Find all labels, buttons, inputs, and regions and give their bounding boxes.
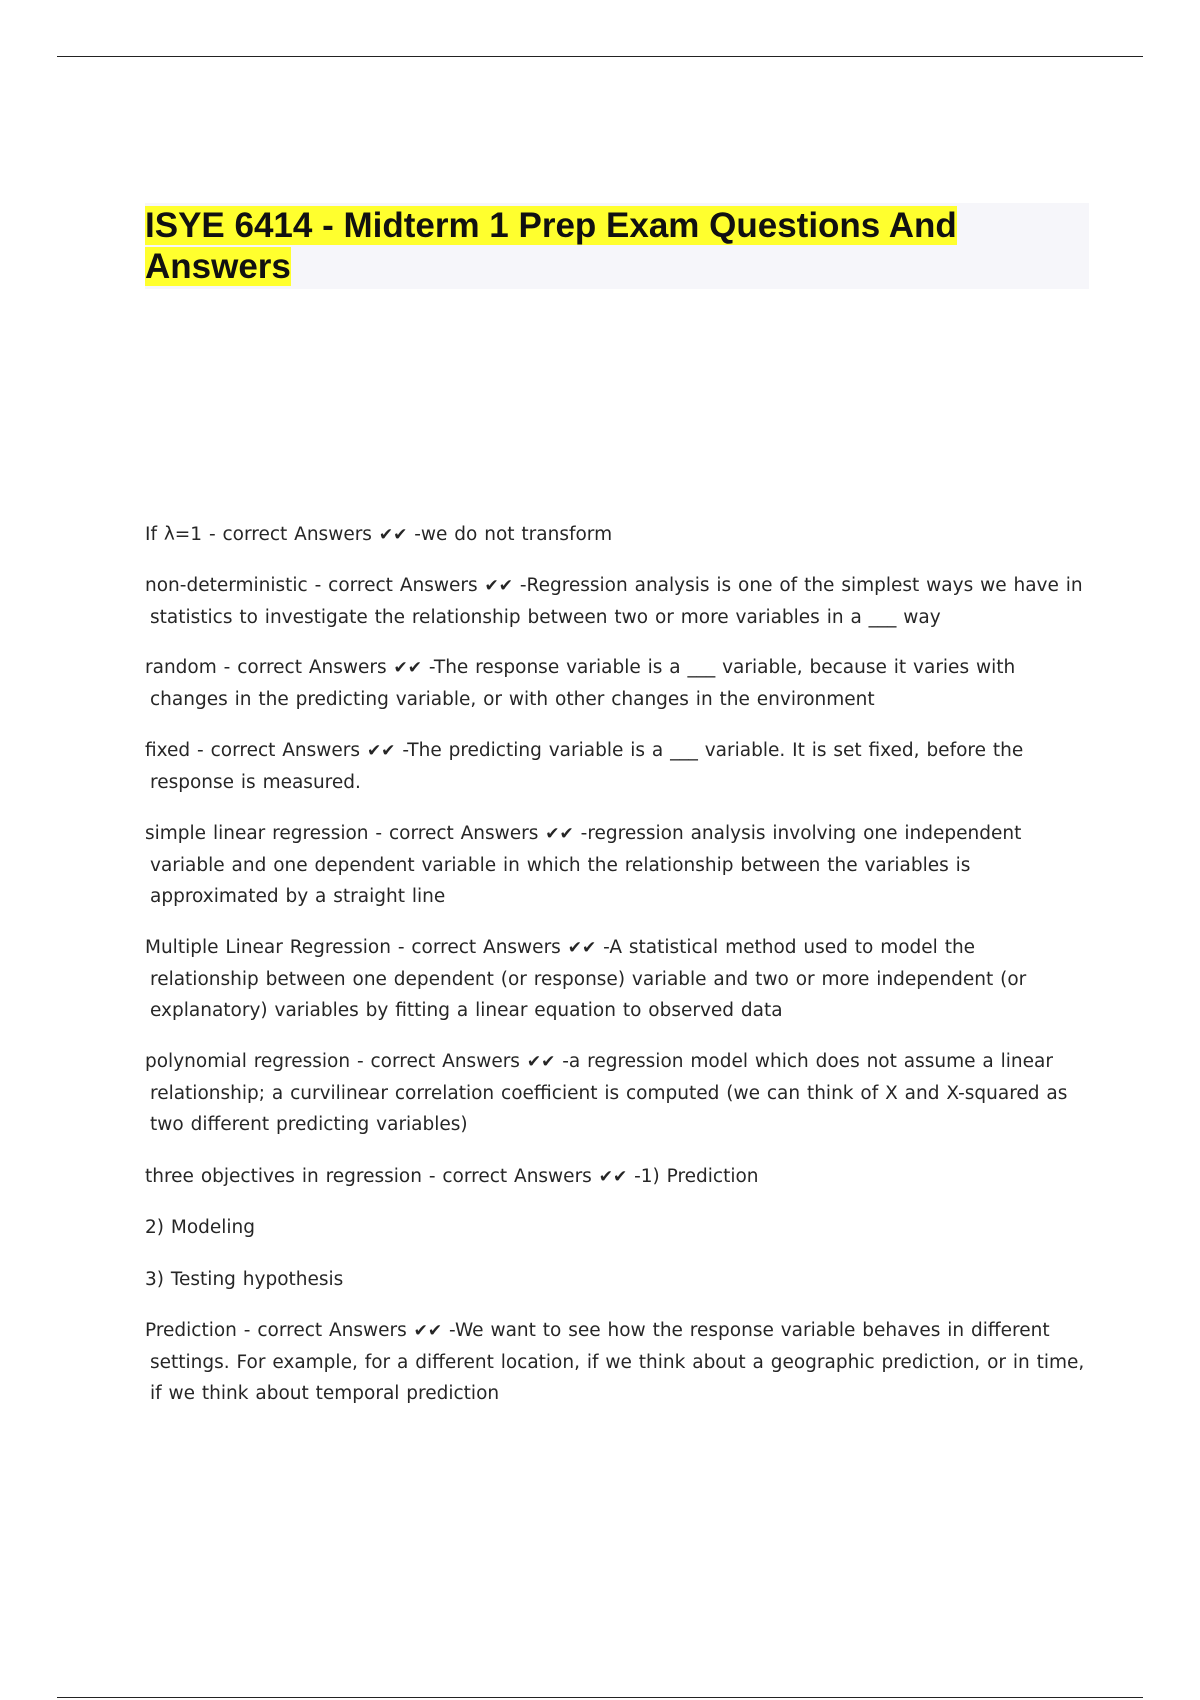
qa-term: three objectives in regression <box>145 1166 422 1187</box>
qa-entry <box>145 735 1090 798</box>
document-title-text: ISYE 6414 - Midterm 1 Prep Exam Questions And Answers <box>145 206 957 286</box>
qa-term: polynomial regression <box>145 1051 351 1072</box>
qa-entry <box>145 1046 1090 1140</box>
qa-term: non-deterministic <box>145 575 308 596</box>
double-check-icon: ✔✔ <box>598 1167 628 1187</box>
qa-term: Multiple Linear Regression <box>145 937 391 958</box>
double-check-icon: ✔✔ <box>413 1321 443 1341</box>
qa-separator: - correct Answers <box>368 823 546 844</box>
qa-term: simple linear regression <box>145 823 369 844</box>
qa-term: Prediction <box>145 1320 237 1341</box>
double-check-icon: ✔✔ <box>526 1052 556 1072</box>
header-rule <box>57 56 1143 57</box>
double-check-icon: ✔✔ <box>567 938 597 958</box>
qa-entry <box>145 1161 1090 1193</box>
qa-entry <box>145 519 1090 551</box>
qa-answer: -1) Prediction <box>627 1166 759 1187</box>
qa-entry <box>145 818 1090 912</box>
qa-separator: - correct Answers <box>307 575 485 596</box>
qa-separator: - correct Answers <box>350 1051 527 1072</box>
qa-entry <box>145 652 1090 715</box>
qa-separator: - correct Answers <box>216 657 394 678</box>
qa-term: random <box>145 657 217 678</box>
qa-term: fixed <box>145 740 191 761</box>
qa-separator: - correct Answers <box>390 937 568 958</box>
double-check-icon: ✔✔ <box>378 525 408 545</box>
qa-separator: - correct Answers <box>236 1320 414 1341</box>
qa-answer: -a regression model which does not assume a linear relationship; a curvilinear correlation coefficient is computed (we can think of X and X-squared as two different predicting variables) <box>150 1051 1068 1135</box>
double-check-icon: ✔✔ <box>484 576 513 596</box>
qa-answer: -The predicting variable is a ___ variable. It is set fixed, before the response is measured. <box>150 740 1024 793</box>
qa-separator: - correct Answers <box>202 524 379 545</box>
qa-list-item: 2) Modeling <box>145 1217 256 1238</box>
qa-answer: -A statistical method used to model the relationship between one dependent (or response) variable and two or more independent (or explanatory) variables by fitting a linear equation to observed data <box>150 937 1027 1021</box>
qa-answer: -regression analysis involving one independent variable and one dependent variable in which the relationship between the variables is approximated by a straight line <box>150 823 1022 907</box>
qa-list-item: 3) Testing hypothesis <box>145 1269 344 1290</box>
qa-answer: -The response variable is a ___ variable, because it varies with changes in the predicting variable, or with other changes in the environment <box>150 657 1016 710</box>
qa-entry <box>145 1315 1090 1409</box>
footer-rule <box>57 1697 1143 1698</box>
qa-separator: - correct Answers <box>421 1166 599 1187</box>
double-check-icon: ✔✔ <box>366 741 396 761</box>
qa-term: If λ=1 <box>145 524 203 545</box>
document-title <box>145 205 1045 287</box>
qa-separator: - correct Answers <box>190 740 367 761</box>
double-check-icon: ✔✔ <box>393 658 423 678</box>
qa-entry <box>145 570 1090 633</box>
qa-entry <box>145 932 1090 1026</box>
qa-answer: -we do not transform <box>407 524 613 545</box>
qa-answer: -Regression analysis is one of the simplest ways we have in statistics to investigate the relationship between two or more variables in a ___ way <box>150 575 1083 628</box>
qa-answer: -We want to see how the response variable behaves in different settings. For example, for a different location, if we think about a geographic prediction, or in time, if we think about temporal prediction <box>150 1320 1085 1404</box>
double-check-icon: ✔✔ <box>545 824 574 844</box>
